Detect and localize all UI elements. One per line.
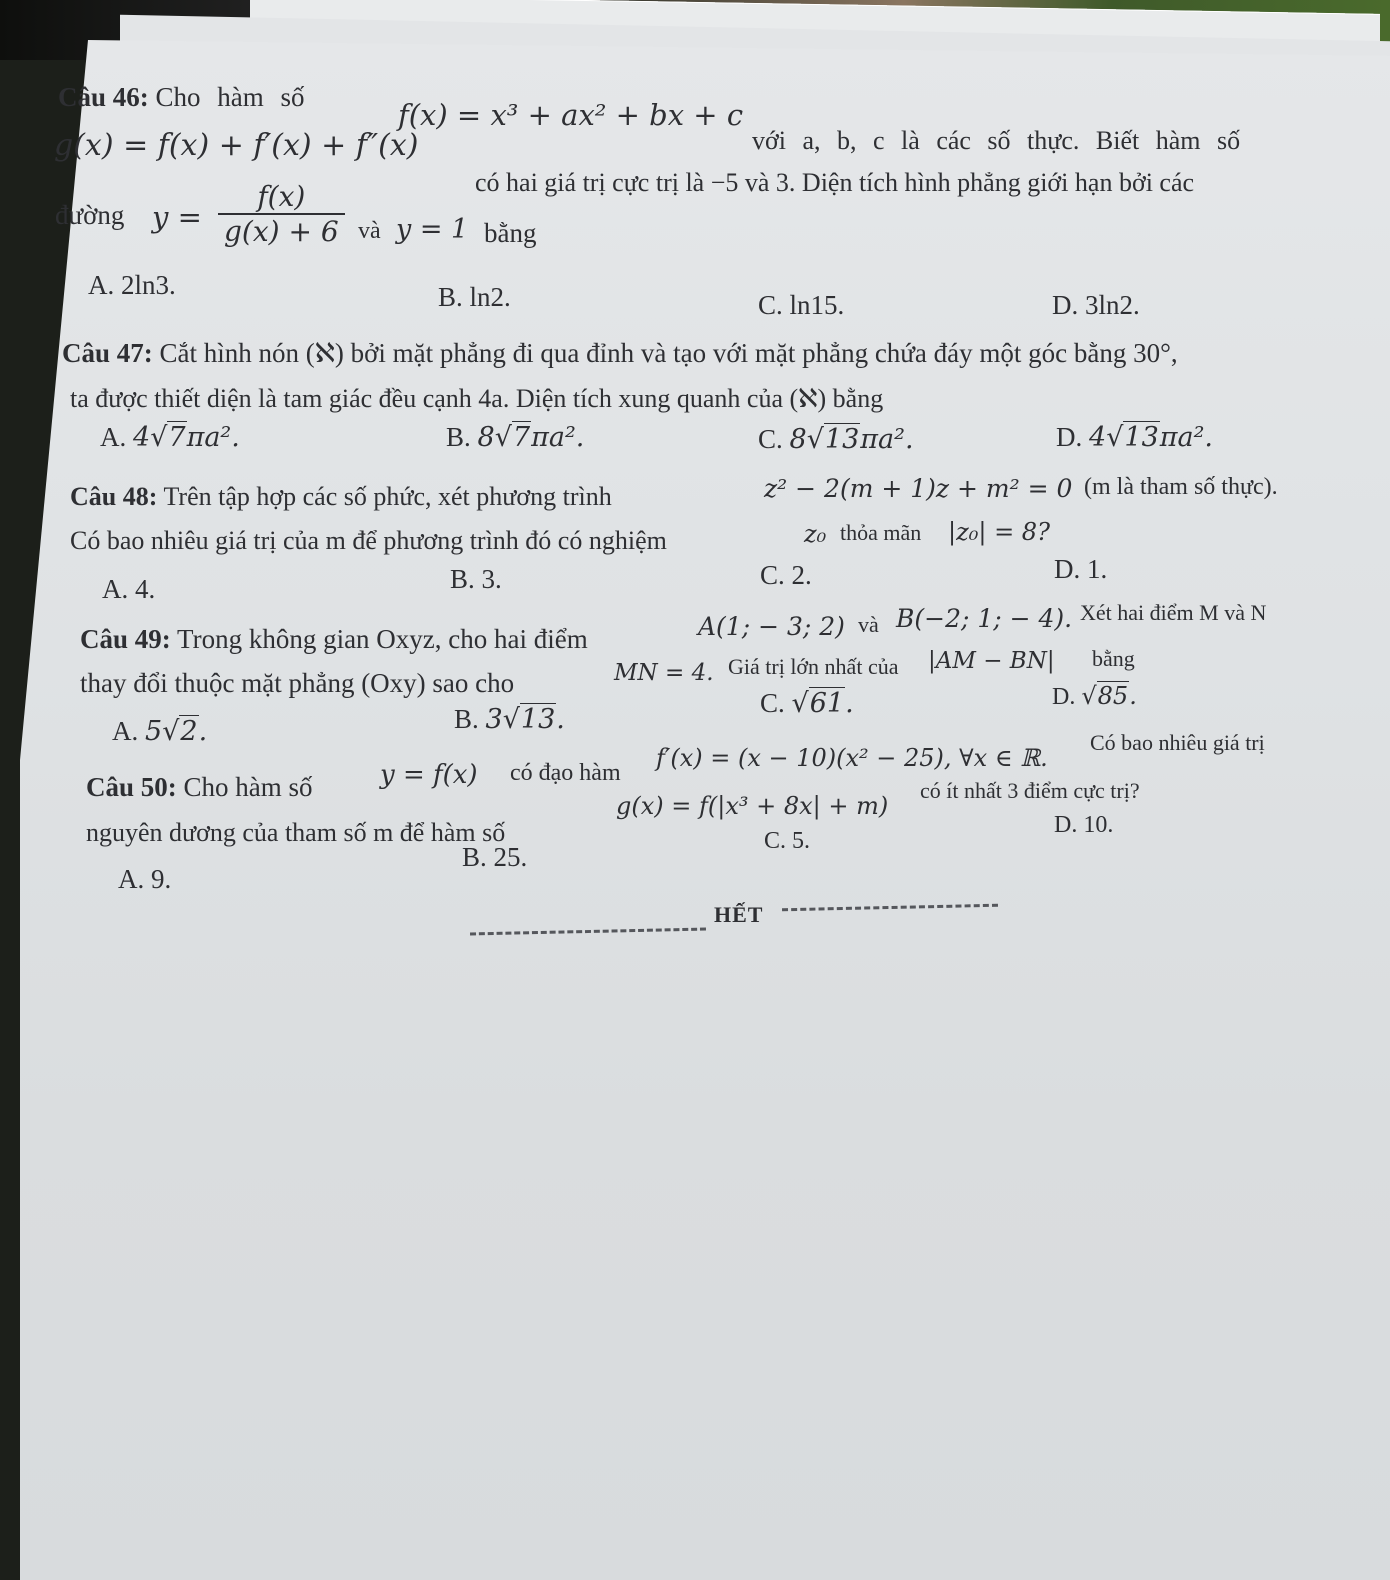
q50-derivative-word: có đạo hàm [510,760,621,786]
q49-mn: MN = 4. [614,660,714,686]
q46-line1: Câu 46: Cho hàm số [58,82,305,112]
q50-option-a[interactable]: A. 9. [118,864,172,894]
q50-gx-formula: g(x) = f(|x³ + 8x| + m) [616,792,889,820]
q46-line1-tail: với a, b, c là các số thực. Biết hàm số [752,126,1241,155]
q49-option-c[interactable]: C. √61. [760,688,854,719]
q47-line1: Câu 47: Cắt hình nón (ℵ) bởi mặt phẳng đi qua đỉnh và tạo với mặt phẳng chứa đáy một góc bằng 30°, [62,338,1178,368]
q49-line1: Câu 49: Trong không gian Oxyz, cho hai điểm [80,624,588,654]
q48-option-b[interactable]: B. 3. [450,564,502,594]
q49-point-b: B(−2; 1; − 4). [896,604,1073,633]
q50-derivative-formula: f′(x) = (x − 10)(x² − 25), ∀x ∈ ℝ. [656,744,1048,772]
question-label: Câu 47: [62,338,153,368]
q50-option-d[interactable]: D. 10. [1054,812,1114,838]
q47-option-b[interactable]: B. 8√7πa². [446,422,585,453]
q50-y-fx: y = f(x) [380,760,478,790]
q48-modulus: |z₀| = 8? [948,518,1050,546]
q49-bang: bằng [1092,646,1135,671]
q48-option-c[interactable]: C. 2. [760,560,812,590]
q50-option-c[interactable]: C. 5. [764,828,811,854]
question-label: Câu 49: [80,624,171,654]
q46-y-equals: y = [152,200,202,234]
q48-z0: z₀ [804,520,827,548]
q49-point-a: A(1; − 3; 2) [698,612,845,641]
q49-option-b[interactable]: B. 3√13. [454,704,565,735]
end-marker: HẾT [714,902,764,927]
q48-line2: Có bao nhiêu giá trị của m để phương trình đó có nghiệm [70,526,667,555]
q48-option-d[interactable]: D. 1. [1054,554,1108,584]
fraction-numerator: f(x) [218,180,345,215]
fraction-denominator: g(x) + 6 [224,215,339,248]
q46-option-a[interactable]: A. 2ln3. [88,270,176,300]
q48-equation: z² − 2(m + 1)z + m² = 0 [764,474,1073,503]
q46-option-b[interactable]: B. ln2. [438,282,511,312]
q46-option-c[interactable]: C. ln15. [758,290,845,320]
q49-line1-tail: Xét hai điểm M và N [1080,600,1267,625]
q50-line1-tail: Có bao nhiêu giá trị [1090,730,1265,755]
q50-line1: Câu 50: Cho hàm số [86,772,313,802]
q49-max-value: Giá trị lớn nhất của [728,654,899,679]
question-label: Câu 46: [58,82,149,112]
question-label: Câu 50: [86,772,177,802]
q50-option-b[interactable]: B. 25. [462,842,528,872]
q49-abs-expr: |AM − BN| [928,648,1055,674]
q46-fx-formula: f(x) = x³ + ax² + bx + c [398,98,744,132]
q46-line2-tail: có hai giá trị cực trị là −5 và 3. Diện tích hình phẳng giới hạn bởi các [475,168,1195,197]
q48-line1-tail: (m là tham số thực). [1084,474,1278,500]
q47-option-a[interactable]: A. 4√7πa². [100,422,240,453]
q48-thoa-man: thỏa mãn [840,520,922,545]
q48-line1: Câu 48: Trên tập hợp các số phức, xét phương trình [70,482,612,511]
q46-and: và [358,218,381,244]
q47-option-c[interactable]: C. 8√13πa². [758,424,914,455]
q47-line2: ta được thiết diện là tam giác đều cạnh 4a. Diện tích xung quanh của (ℵ) bằng [70,384,884,413]
q48-option-a[interactable]: A. 4. [102,574,156,604]
q46-gx-formula: g(x) = f(x) + f′(x) + f″(x) [54,128,419,163]
q49-option-a[interactable]: A. 5√2. [112,716,208,747]
q46-fraction [218,180,345,248]
q46-line3-word: đường [55,200,125,230]
q50-line2-tail: có ít nhất 3 điểm cực trị? [920,778,1140,803]
q46-option-d[interactable]: D. 3ln2. [1052,290,1140,320]
q46-y1: y = 1 [396,214,469,245]
q49-option-d[interactable]: D. √85. [1052,682,1137,710]
q46-bang: bằng [484,218,537,248]
question-label: Câu 48: [70,482,158,511]
q49-and: và [858,612,879,637]
q50-line2: nguyên dương của tham số m để hàm số [86,818,506,847]
q49-line2: thay đổi thuộc mặt phẳng (Oxy) sao cho [80,668,515,698]
q47-option-d[interactable]: D. 4√13πa². [1056,422,1214,453]
